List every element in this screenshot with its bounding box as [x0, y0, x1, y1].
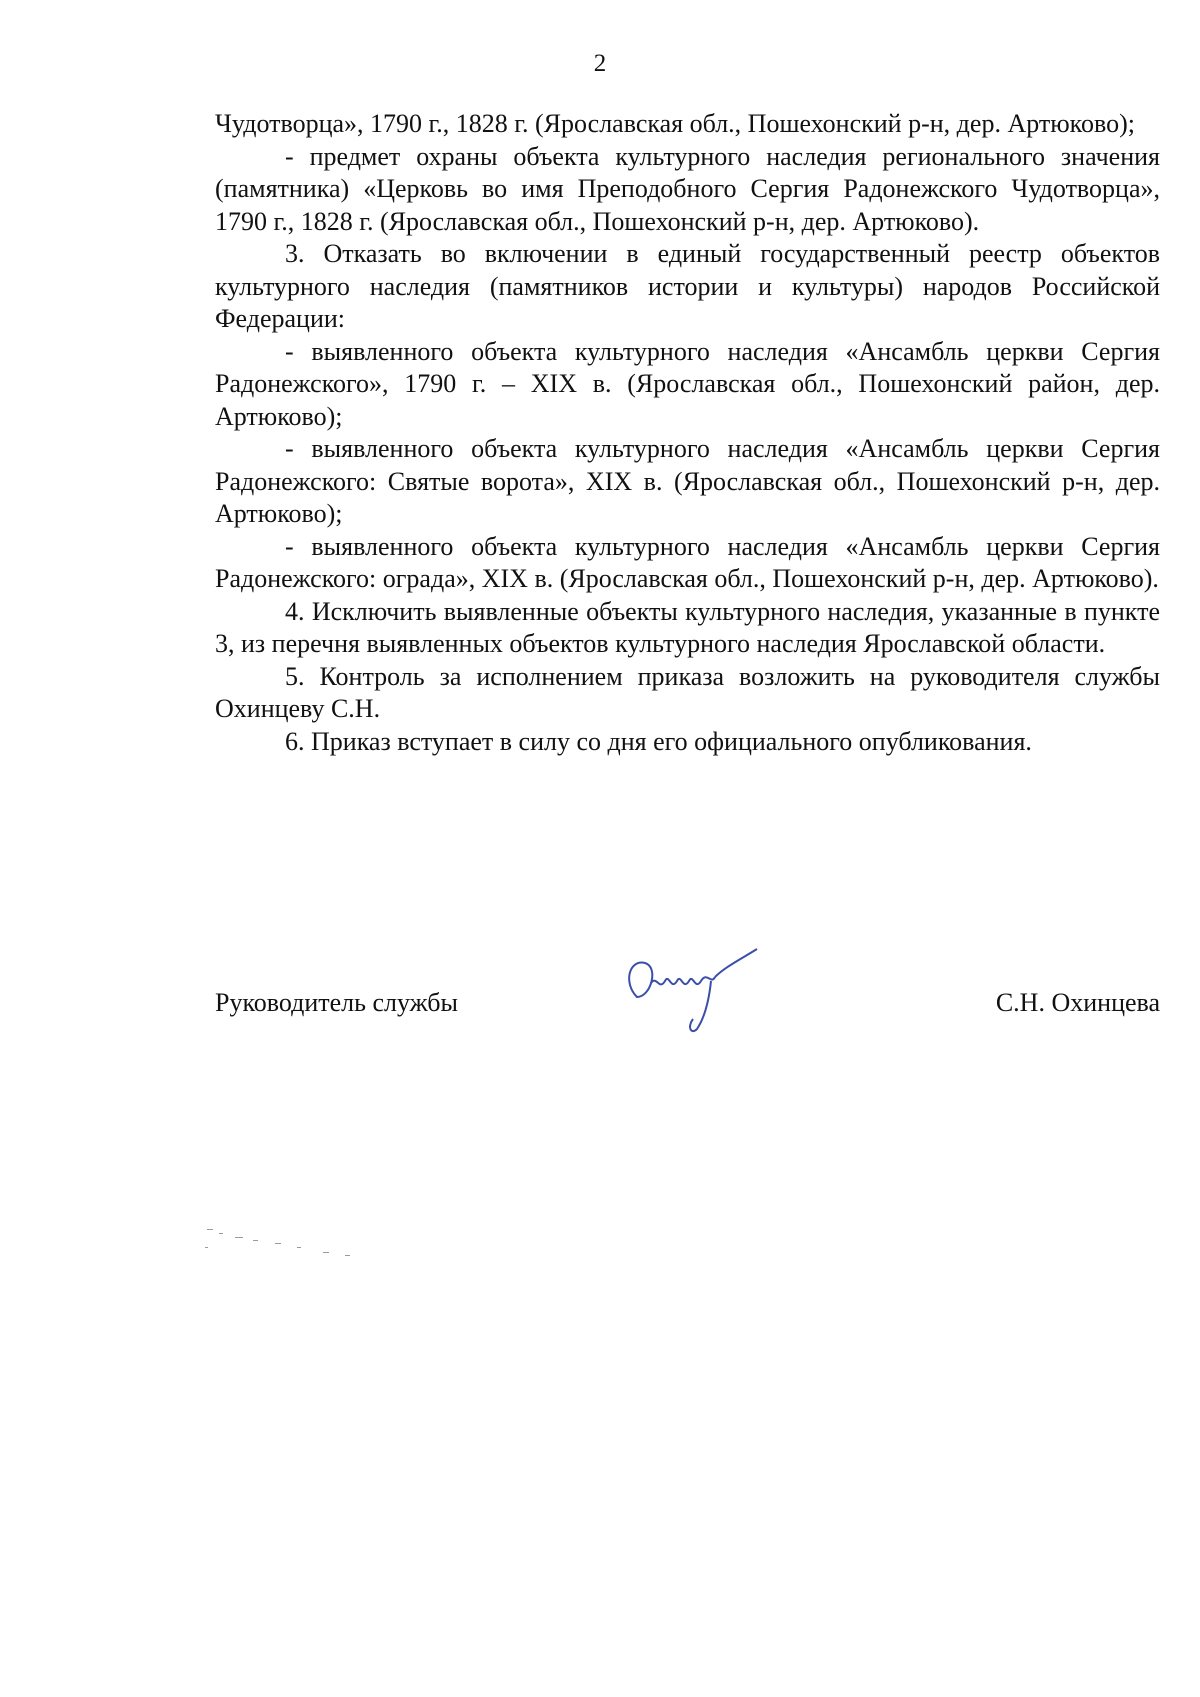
paragraph-1: Чудотворца», 1790 г., 1828 г. (Ярославская обл., Пошехонский р-н, дер. Артюково); [215, 109, 1135, 138]
paragraph-7: 4. Исключить выявленные объекты культурного наследия, указанные в пункте 3, из перечня выявленных объектов культурного наследия Ярославской области. [215, 596, 1160, 658]
signatory-title: Руководитель службы [215, 988, 458, 1017]
document-body [215, 108, 1160, 758]
scan-noise-specks [205, 1225, 405, 1275]
page-number: 2 [593, 50, 607, 77]
paragraph-5: - выявленного объекта культурного наследия «Ансамбль церкви Сергия Радонежского: Святые ворота», XIX в. (Ярославская обл., Пошехонский р-н, дер. Артюково); [215, 434, 1160, 528]
paragraph-8: 5. Контроль за исполнением приказа возложить на руководителя службы Охинцеву С.Н. [215, 661, 1160, 723]
paragraph-6: - выявленного объекта культурного наследия «Ансамбль церкви Сергия Радонежского: ограда», XIX в. (Ярославская обл., Пошехонский р-н, дер. Артюково). [215, 531, 1160, 593]
handwritten-signature-icon [615, 945, 775, 1035]
signatory-name: С.Н. Охинцева [995, 988, 1160, 1017]
paragraph-4: - выявленного объекта культурного наследия «Ансамбль церкви Сергия Радонежского», 1790 г. – XIX в. (Ярославская обл., Пошехонский район, дер. Артюково); [215, 336, 1160, 431]
paragraph-9: 6. Приказ вступает в силу со дня его официального опубликования. [285, 726, 1032, 756]
paragraph-2: - предмет охраны объекта культурного наследия регионального значения (памятника) «Церковь во имя Преподобного Сергия Радонежского Чудотворца», 1790 г., 1828 г. (Ярославская обл., Пошехонский р-н, дер. Артюково). [215, 141, 1160, 236]
paragraph-3: 3. Отказать во включении в единый государственный реестр объектов культурного наследия (памятников истории и культуры) народов Российской Федерации: [215, 239, 1160, 333]
